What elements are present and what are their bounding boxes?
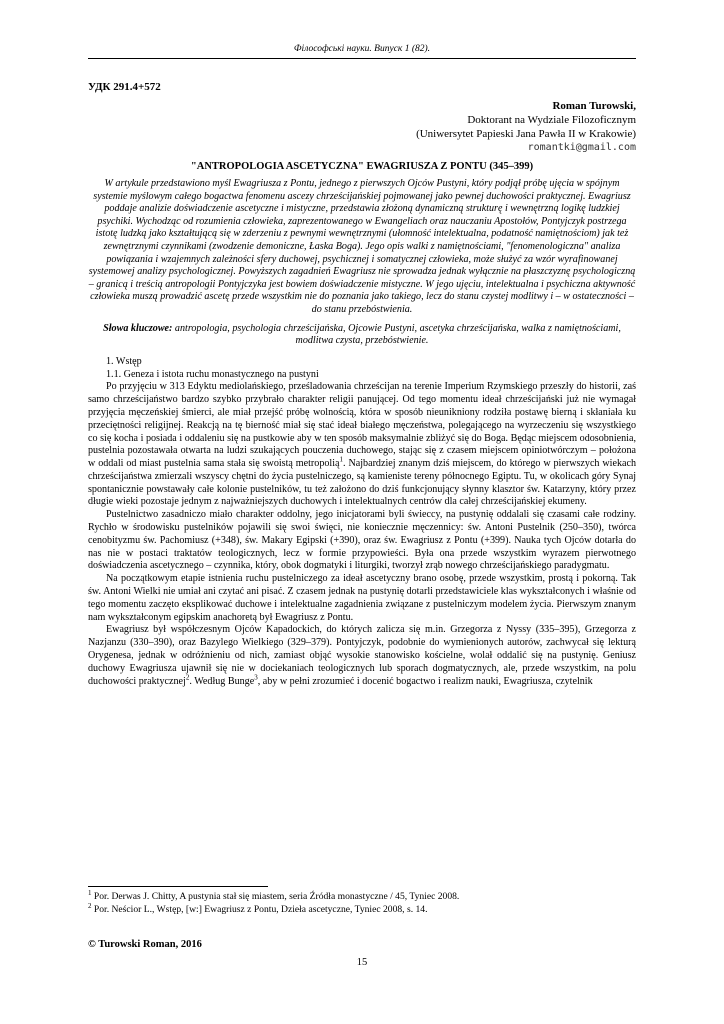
footnotes <box>88 886 636 916</box>
paragraph: Na początkowym etapie istnienia ruchu pustelniczego za ideał ascetyczny brano osobę, przede wszystkim, prostą i pokorną. Tak św. Antoni Wielki nie umiał ani czytać ani pisać. Z czasem jednak na pustynię dotarli przedstawiciele klas wykształconych i właśnie od tego momentu zaczęto eksplikować duchowe i intelektualne zagadnienia związane z pustelniczym modelem życia. Pierwszym znanym nam wykształconym egipskim anachoretą był Ewagriusz z Pontu. <box>88 573 636 623</box>
author-position: Doktorant na Wydziale Filozoficznym <box>467 114 636 126</box>
page <box>88 44 636 688</box>
footnote: $^1$ Por. Derwas J. Chitty, A pustynia stał się miastem, seria Źródła monastyczne / 45, Tyniec 2008. <box>88 888 460 902</box>
author-affiliation: (Uniwersytet Papieski Jana Pawła II w Krakowie) <box>416 128 636 140</box>
author-email[interactable]: romantki@gmail.com <box>527 142 636 153</box>
footnote-mark[interactable]: 3 <box>254 673 258 682</box>
running-head: Філософські науки. Випуск 1 (82). <box>88 44 636 59</box>
author-name: Roman Turowski, <box>552 100 636 112</box>
author-block <box>88 99 636 155</box>
paragraph: Po przyjęciu w 313 Edyktu mediolańskiego, prześladowania chrześcijan na terenie Imperium Rzymskiego przeszły do historii, zaś samo chrześcijaństwo bardzo szybko przybrało charakter religii panującej. Od tego momentu ideał chrześcijański już nie wymagał przyjęcia męczeńskiej śmierci, ale miał przejść próbę wolnością, która w sposób nieunikniony rodziła postawę bierną i skłaniała ku przeciętności religijnej. Reakcją na tę bierność miał się stać ideał białego męczeństwa, polegającego na wyrzeczeniu się wszystkiego co się kocha i posiada i oddaleniu się na pustkowie aby w ten sposób maksymalnie zbliżyć się do Boga. Będąc miejscem odosobnienia, pustelnia pozostawała otwarta na ludzi szukających pouczenia duchowego, stając się z czasem miejscem opiniotwórczym – położona w oddali od miast pustelnia sama stała się swoistą metropolią$^1$. Najbardziej znanym dziś miejscem, do którego w pierwszych wiekach chrześcijaństwa zmierzali wszyscy chętni do życia pustelniczego, są kamieniste tereny północnego Egiptu. Tu, w okolicach góry Synaj spontanicznie powstawały całe kolonie pustelników, tu też założono do dziś funkcjonujący słynny klasztor św. Katarzyny, który przez długie wieki pozostaje jednym z najważniejszych duchowych i intelektualnych centrów dla całej chrześcijańskiej ekumeny. <box>88 381 637 508</box>
abstract: W artykule przedstawiono myśl Ewagriusza z Pontu, jednego z pierwszych Ojców Pustyni, który podjął próbę ujęcia w spójnym systemie myślowym całego bogactwa fenomenu ascezy chrześcijańskiej pojmowanej jako pewnej duchowości praktycznej. Ewagriusz poddaje analizie doświadczenie ascetyczne i mistyczne, przedstawia złożoną dynamiczną strukturę i wewnętrzną logikę ludzkiej psychiki. Wychodząc od rozumienia człowieka, zaprezentowanego w Ewangeliach oraz nauczaniu Apostołów, Pontyjczyk postrzega istotę ludzką jako kształtującą się w zderzeniu z pewnymi wewnętrznymi (ułomność intelektualna, podatność namiętnościom) jak też zewnętrznymi czynnikami (zwodzenie demoniczne, Łaska Boga). Jego opis walki z namiętnościami, "fenomenologiczna" analiza powiązania i wzajemnych zależności sfery duchowej, psychicznej i somatycznej człowieka, może służyć za wzór wyrafinowanej systemowej analizy psychologicznej. Powyższych zagadnień Ewagriusz nie sprowadza jednak wyłącznie na płaszczyznę psychologiczną – granicą i treścią antropologii Pontyjczyka jest bowiem doświadczenie mistyczne. W jego ujęciu, intelektualna i psychiczna aktywność człowieka muszą prowadzić ascetę przede wszystkim nie do poznania jako takiego, lecz do stanu czystej modlitwy i – w ostateczności – do stanu przebóstwienia. <box>88 178 636 315</box>
footnote-mark[interactable]: 2 <box>185 673 190 682</box>
footnote-divider <box>88 886 268 887</box>
subsection-heading: 1.1. Geneza i istota ruchu monastycznego na pustyni <box>106 368 319 380</box>
footnote-mark[interactable]: 1 <box>339 455 344 464</box>
keywords-list: antropologia, psychologia chrześcijańska, Ojcowie Pustyni, ascetyka chrześcijańska, walka z namiętnościami, modlitwa czysta, przebóstwienie. <box>172 322 621 347</box>
body-text <box>88 356 636 689</box>
keywords-label: Słowa kluczowe: <box>103 322 173 334</box>
section-heading: 1. Wstęp <box>106 355 142 367</box>
footnote: $^2$ Por. Neścior L., Wstęp, [w:] Ewagriusz z Pontu, Dzieła ascetyczne, Tyniec 2008, s. 14. <box>88 901 428 915</box>
article-title: "ANTROPOLOGIA ASCETYCZNA" EWAGRIUSZA Z PONTU (345–399) <box>190 161 534 172</box>
paragraph: Pustelnictwo zasadniczo miało charakter oddolny, jego inicjatorami byli świeccy, na pustynię oddalali się czasami całe rodziny. Rychło w środowisku pustelników pojawili się swoi święci, nie koniecznie męczennicy: św. Antoni Pustelnik (250–350), twórca cenobityzmu św. Pachomiusz (+348), św. Makary Egipski (+390), oraz św. Ewagriusz z Pontu (+399). Nauka tych Ojców dotarła do nas nie w postaci traktatów teologicznych, lecz w formie przypowieści. Była ona przede wszystkim wyrazem pierwotnego doświadczenia ascetycznego – czynnika, który, obok dogmatyki i liturgiki, tworzył zrąb nowego chrześcijańskiego paradygmatu. <box>88 509 636 572</box>
udc-code: УДК 291.4+572 <box>88 81 161 93</box>
paragraph: Ewagriusz był współczesnym Ojców Kapadockich, do których zalicza się m.in. Grzegorza z Nyssy (335–395), Grzegorza z Nazjanzu (330–390), oraz Bazylego Wielkiego (329–379). Pontyjczyk, podobnie do wymienionych autorów, zachwycał się lekturą Orygenesa, jednak w odróżnieniu od nich, zamiast objąć wysokie stanowisko kościelne, wolał oddalić się na pustynię. Geniusz duchowy Ewagriusza ujawnił się nie w dociekaniach teologicznych lub sporach dogmatycznych, ale, przede wszystkim, na polu duchowości praktycznej$^2$. Według Bunge$^3$, aby w pełni zrozumieć i docenić bogactwo i realizm nauki, Ewagriusza, czytelnik <box>88 624 636 687</box>
copyright: © Turowski Roman, 2016 <box>88 939 202 950</box>
keywords <box>88 323 636 348</box>
page-number: 15 <box>356 957 368 968</box>
